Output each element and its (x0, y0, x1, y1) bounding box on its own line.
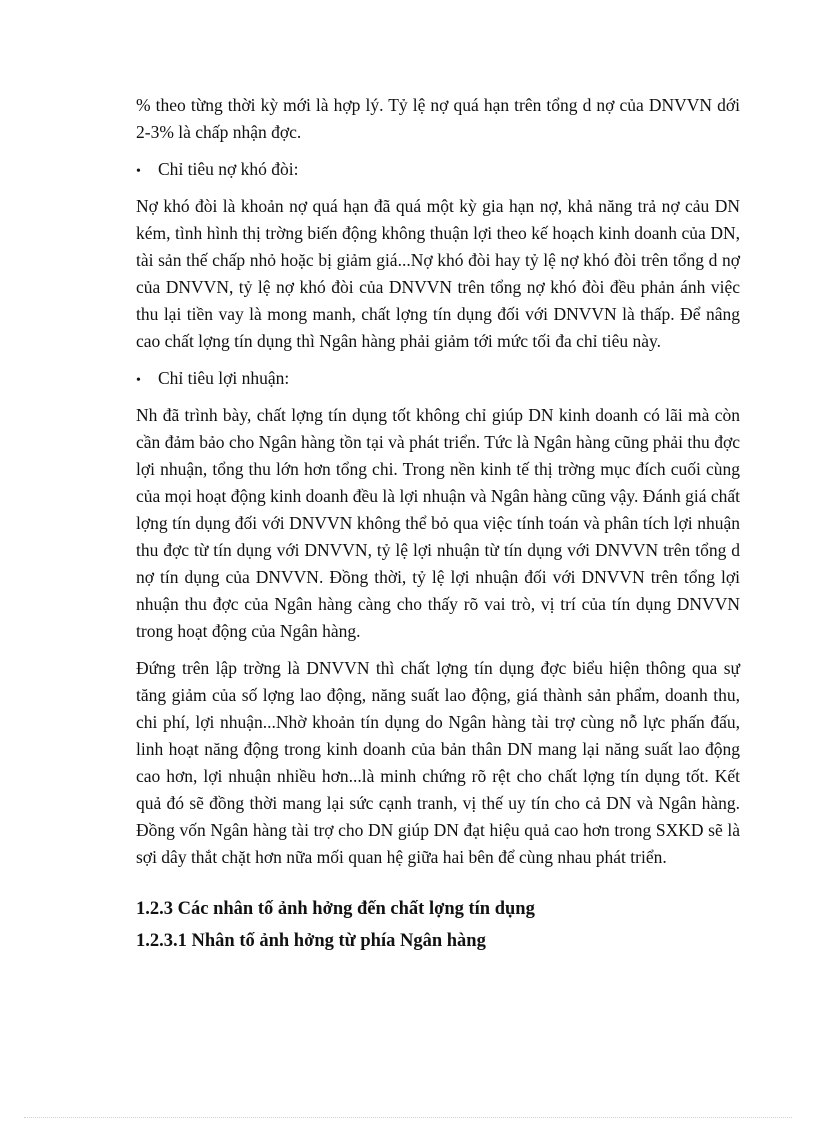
paragraph-overdue-ratio: % theo từng thời kỳ mới là hợp lý. Tỷ lệ nợ quá hạn trên tổng d nợ của DNVVN dới 2-3% là chấp nhận đợc. (136, 95, 740, 142)
page-bottom-divider (24, 1117, 792, 1118)
document-page (136, 92, 740, 955)
bullet-icon: • (136, 164, 141, 179)
bullet-icon: • (136, 373, 141, 388)
bullet-bad-debt (136, 156, 740, 185)
paragraph-profit: Nh đã trình bày, chất lợng tín dụng tốt không chỉ giúp DN kinh doanh có lãi mà còn cần đảm bảo cho Ngân hàng tồn tại và phát triển. Tức là Ngân hàng cũng phải thu đợc lợi nhuận, tổng thu lớn hơn tổng chi. Trong nền kinh tế thị trờng mục đích cuối cùng của mọi hoạt động kinh doanh đều là lợi nhuận và Ngân hàng cũng vậy. Đánh giá chất lợng tín dụng đối với DNVVN không thể bỏ qua việc tính toán và phân tích lợi nhuận thu đợc từ tín dụng với DNVVN, tỷ lệ lợi nhuận từ tín dụng với DNVVN trên tổng d nợ tín dụng của DNVVN. Đồng thời, tỷ lệ lợi nhuận đối với DNVVN trên tổng lợi nhuận thu đợc của Ngân hàng càng cho thấy rõ vai trò, vị trí của tín dụng DNVVN trong hoạt động của Ngân hàng. (136, 405, 740, 641)
bullet-profit (136, 365, 740, 394)
section-heading-factors: 1.2.3 Các nhân tố ảnh hởng đến chất lợng tín dụng (136, 899, 535, 919)
bullet-profit-label: Chỉ tiêu lợi nhuận: (158, 368, 290, 388)
subsection-heading-bank-factors: 1.2.3.1 Nhân tố ảnh hởng từ phía Ngân hàng (136, 931, 486, 951)
paragraph-bad-debt: Nợ khó đòi là khoản nợ quá hạn đã quá một kỳ gia hạn nợ, khả năng trả nợ cảu DN kém, tình hình thị trờng biến động không thuận lợi theo kế hoạch kinh doanh của DN, tài sản thế chấp nhỏ hoặc bị giảm giá...Nợ khó đòi hay tỷ lệ nợ khó đòi trên tổng d nợ của DNVVN, tỷ lệ nợ khó đòi của DNVVN trên tổng nợ khó đòi đều phản ánh việc thu lại tiền vay là mong manh, chất lợng tín dụng đối với DNVVN là thấp. Để nâng cao chất lợng tín dụng thì Ngân hàng phải giảm tới mức tối đa chỉ tiêu này. (136, 196, 740, 351)
bullet-bad-debt-label: Chỉ tiêu nợ khó đòi: (158, 159, 299, 179)
paragraph-sme-perspective: Đứng trên lập trờng là DNVVN thì chất lợng tín dụng đợc biểu hiện thông qua sự tăng giảm của số lợng lao động, năng suất lao động, giá thành sản phẩm, doanh thu, chi phí, lợi nhuận...Nhờ khoản tín dụng do Ngân hàng tài trợ cùng nỗ lực phấn đấu, linh hoạt năng động trong kinh doanh của bản thân DN mang lại năng suất lao động cao hơn, lợi nhuận nhiều hơn...là minh chứng rõ rệt cho chất lợng tín dụng tốt. Kết quả đó sẽ đồng thời mang lại sức cạnh tranh, vị thế uy tín cho cả DN và Ngân hàng. Đồng vốn Ngân hàng tài trợ cho DN giúp DN đạt hiệu quả cao hơn trong SXKD sẽ là sợi dây thắt chặt hơn nữa mối quan hệ giữa hai bên để cùng nhau phát triển. (136, 658, 740, 867)
